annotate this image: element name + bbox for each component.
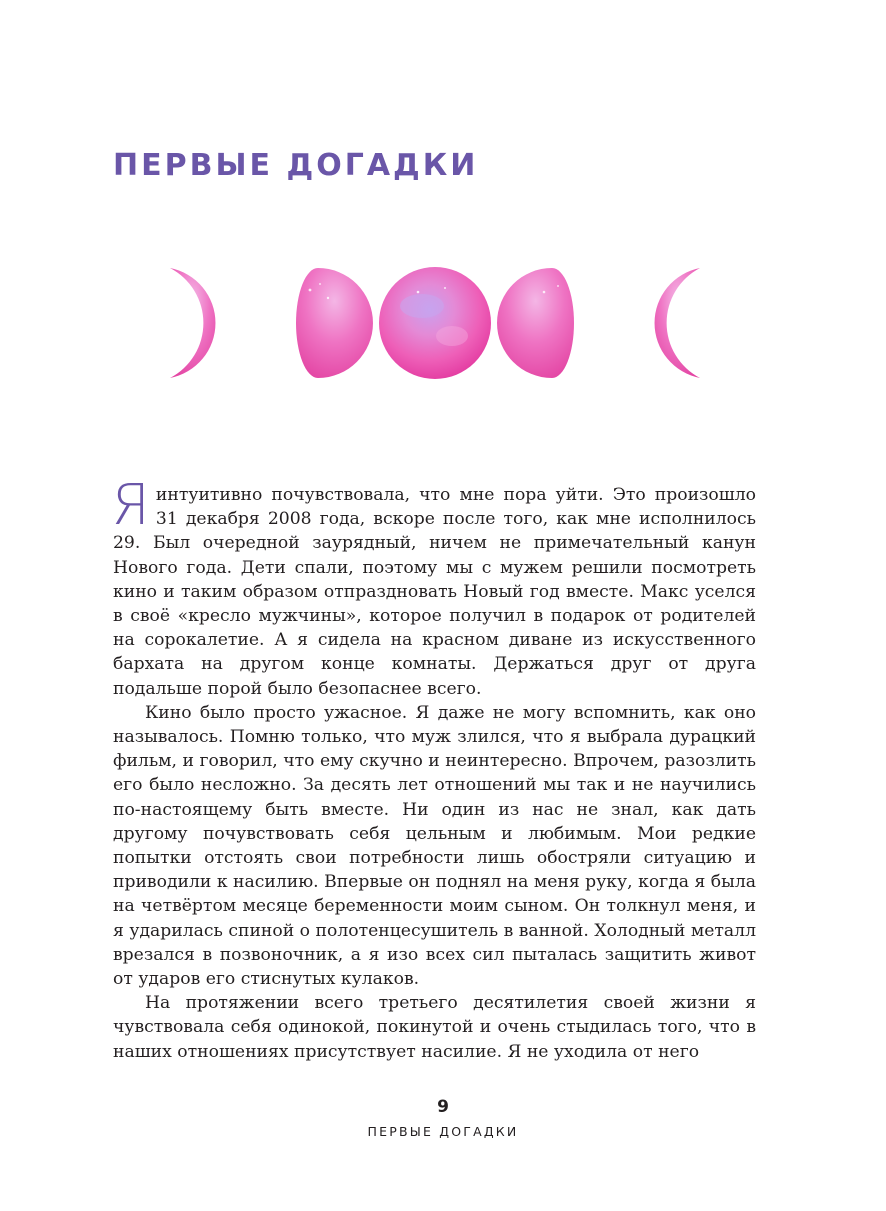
running-footer-title: ПЕРВЫЕ ДОГАДКИ (367, 1124, 519, 1139)
body-text (111, 473, 756, 1064)
moon-waning-crescent (655, 268, 700, 378)
paragraph-3: На протяжении всего третьего десятилетия своей жизни я чувствовала себя одинокой, покинутой и очень стыдилась того, что в наших отношениях присутствует насилие. Я не уходила от него (113, 993, 756, 1062)
drop-cap: Я (111, 473, 150, 538)
page-number: 9 (437, 1097, 449, 1117)
paragraph-1-text: интуитивно почувствовала, что мне пора уйти. Это произошло 31 декабря 2008 года, вскоре после того, как мне исполнилось 29. Был очередной заурядный, ничем не примечательный канун Нового года. Дети спали, поэтому мы с мужем решили посмотреть кино и таким образом отпраздновать Новый год вместе. Макс уселся в своё «кресло мужчины», которое получил в подарок от родителей на сорокалетие. А я сидела на красном диване из искусственного бархата на другом конце комнаты. Держаться друг от друга подальше порой было безопаснее всего. (113, 485, 756, 699)
moon-waxing-crescent (170, 268, 215, 378)
chapter-title: ПЕРВЫЕ ДОГАДКИ (113, 148, 479, 183)
moon-waxing-gibbous (296, 268, 373, 378)
paragraph-1 (111, 473, 756, 701)
moon-full (379, 267, 491, 379)
paragraph-2: Кино было просто ужасное. Я даже не могу вспомнить, как оно называлось. Помню только, что муж злился, что я выбрала дурацкий фильм, и говорил, что ему скучно и неинтересно. Впрочем, разозлить его было несложно. За десять лет отношений мы так и не научились по-настоящему быть вместе. Ни один из нас не знал, как дать другому почувствовать себя цельным и любимым. Мои редкие попытки отстоять свои потребности лишь обостряли ситуацию и приводили к насилию. Впервые он поднял на меня руку, когда я была на четвёртом месяце беременности моим сыном. Он толкнул меня, и я ударилась спиной о полотенцесушитель в ванной. Холодный металл врезался в позвоночник, а я изо всех сил пыталась защитить живот от ударов его стиснутых кулаков. (113, 702, 756, 990)
moon-waning-gibbous (497, 268, 574, 378)
moon-phases-illustration (160, 262, 710, 384)
